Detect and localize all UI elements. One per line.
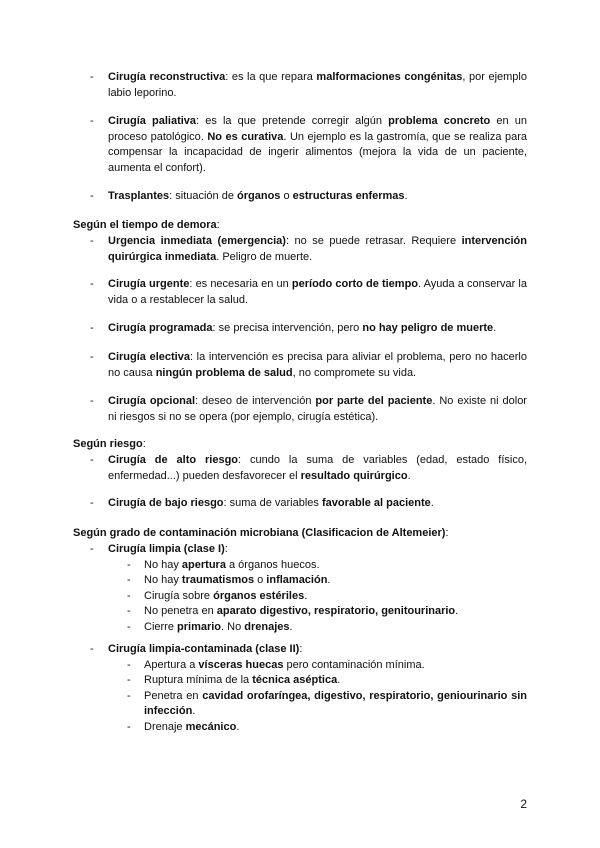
text: o	[254, 574, 267, 586]
term: vísceras huecas	[198, 658, 284, 671]
term: traumatismos	[181, 574, 255, 586]
bullet-dash: -	[90, 543, 94, 555]
text: : es la que pretende corregir algún	[196, 115, 389, 127]
term: cavidad orofaríngea, digestivo, respiratorio, geniourinario sin infección	[144, 689, 528, 717]
item-cirugia-urgente	[0, 277, 600, 308]
term: Cirugía limpia (clase I)	[108, 543, 225, 555]
term: mecánico	[185, 720, 237, 733]
term: intervención quirúrgica inmediata	[108, 235, 527, 263]
bullet-dash: -	[127, 658, 131, 671]
term: problema concreto	[388, 115, 491, 127]
term: Cirugía paliativa	[108, 115, 197, 127]
text: . No existe ni dolor ni riesgos si no se opera (por ejemplo, cirugía estética).	[108, 395, 527, 423]
text: .	[337, 674, 341, 686]
bullet-dash: -	[90, 322, 94, 334]
text: :	[299, 643, 303, 655]
text: .	[327, 574, 331, 586]
bullet-dash: -	[127, 605, 131, 617]
text: .	[192, 705, 196, 717]
bullet-dash: -	[90, 643, 94, 655]
bullet-dash: -	[90, 278, 94, 290]
text: .	[289, 620, 293, 633]
bullet-dash: -	[90, 71, 94, 83]
term: Cirugía limpia-contaminada (clase II)	[108, 643, 300, 655]
heading-colon: :	[142, 438, 146, 450]
item-alto-riesgo	[0, 453, 600, 484]
bullet-dash: -	[90, 454, 94, 466]
item-cirugia-opcional	[0, 394, 600, 425]
bullet-dash: -	[90, 351, 94, 363]
heading-text: Según riesgo	[73, 438, 143, 450]
heading-colon: :	[216, 219, 220, 231]
bullet-dash: -	[127, 558, 131, 571]
text: No hay	[144, 574, 182, 586]
term: No es curativa	[207, 130, 284, 143]
bullet-dash: -	[127, 574, 131, 586]
sub-item	[0, 604, 600, 620]
term: período corto de tiempo	[291, 278, 419, 290]
text: .	[407, 469, 411, 482]
section-heading-contaminacion	[0, 526, 600, 542]
term: primario	[177, 620, 222, 633]
sub-item	[0, 620, 600, 636]
section-heading-riesgo	[0, 437, 600, 453]
text: .	[404, 190, 408, 202]
bullet-dash: -	[127, 689, 131, 702]
text: Cirugía sobre	[144, 589, 214, 602]
item-cirugia-limpia-contaminada	[0, 642, 600, 735]
text: .	[236, 720, 240, 733]
sub-item	[0, 689, 600, 720]
bullet-dash: -	[127, 620, 131, 633]
term: Cirugía opcional	[108, 395, 196, 407]
text: , no compromete su vida.	[292, 366, 417, 379]
text: : no se puede retrasar. Requiere	[285, 235, 462, 247]
section-heading-demora	[0, 218, 600, 234]
text: a órganos huecos.	[225, 558, 320, 571]
item-bajo-riesgo	[0, 496, 600, 512]
term: Cirugía programada	[108, 322, 213, 334]
text: : suma de variables	[223, 497, 322, 509]
heading-colon: :	[445, 527, 449, 539]
term: malformaciones congénitas	[316, 71, 463, 83]
text: o	[280, 190, 293, 202]
term: técnica aséptica	[252, 674, 338, 686]
text: , por ejemplo labio leporino.	[108, 71, 527, 99]
term: estructuras enfermas	[292, 190, 405, 202]
sub-item	[0, 720, 600, 736]
item-cirugia-electiva	[0, 350, 600, 381]
text: Penetra en	[144, 689, 203, 702]
term: drenajes	[244, 620, 290, 633]
term: Cirugía electiva	[108, 351, 190, 363]
term: favorable al paciente	[321, 497, 431, 509]
term: Cirugía urgente	[108, 278, 190, 290]
text: .	[493, 322, 497, 334]
sub-item	[0, 573, 600, 589]
sub-item	[0, 673, 600, 689]
item-urgencia-inmediata	[0, 234, 600, 265]
bullet-dash: -	[90, 497, 94, 509]
text: No hay	[144, 558, 182, 571]
sub-item	[0, 589, 600, 605]
term: apertura	[181, 558, 226, 571]
text: : deseo de intervención	[195, 395, 316, 407]
term: Urgencia inmediata (emergencia)	[108, 235, 286, 247]
term: inflamación	[266, 574, 328, 586]
text: .	[430, 497, 434, 509]
term: Cirugía de alto riesgo	[108, 454, 239, 466]
term: no hay peligro de muerte	[362, 322, 494, 334]
text: . Peligro de muerte.	[216, 250, 313, 263]
term: por parte del paciente	[315, 395, 433, 407]
term: órganos	[237, 190, 281, 202]
term: Cirugía de bajo riesgo	[108, 497, 224, 509]
item-cirugia-limpia	[0, 542, 600, 635]
text: . Un ejemplo es la gastromía, que se realiza para compensar la incapacidad de ingerir alimentos (mejora la vida de un paciente, aumenta el confort).	[108, 130, 528, 174]
text: Ruptura mínima de la	[144, 674, 253, 686]
text: : cundo la suma de variables (edad, estado físico, enfermedad...) pueden desfavorecer el	[108, 454, 528, 482]
bullet-dash: -	[127, 589, 131, 602]
bullet-dash: -	[127, 674, 131, 686]
text: : es la que repara	[225, 71, 317, 83]
heading-text: Según el tiempo de demora	[73, 219, 217, 231]
text: pero contaminación mínima.	[283, 658, 425, 671]
bullet-dash: -	[90, 190, 94, 202]
text: : situación de	[169, 190, 238, 202]
text: .	[455, 605, 459, 617]
text: . No	[221, 620, 245, 633]
item-cirugia-reconstructiva	[0, 70, 600, 101]
text: en un proceso patológico.	[108, 115, 527, 143]
item-trasplantes	[0, 189, 600, 205]
term: ningún problema de salud	[155, 366, 293, 379]
term: resultado quirúrgico	[300, 469, 408, 482]
bullet-dash: -	[90, 235, 94, 247]
text: Cierre	[144, 620, 178, 633]
term: Cirugía reconstructiva	[108, 71, 226, 83]
term: Trasplantes	[108, 190, 170, 202]
text: : se precisa intervención, pero	[212, 322, 363, 334]
bullet-dash: -	[90, 115, 94, 127]
text: Apertura a	[144, 658, 199, 671]
heading-text: Según grado de contaminación microbiana (Clasificacion de Altemeier)	[73, 527, 446, 539]
sub-item	[0, 558, 600, 574]
text: :	[224, 543, 228, 555]
text: No penetra en	[144, 605, 217, 617]
sub-item	[0, 658, 600, 674]
bullet-dash: -	[90, 395, 94, 407]
term: órganos estériles	[213, 589, 305, 602]
text: Drenaje	[144, 720, 186, 733]
bullet-dash: -	[127, 720, 131, 733]
text: .	[304, 589, 308, 602]
item-cirugia-paliativa	[0, 114, 600, 176]
term: aparato digestivo, respiratorio, genitourinario	[216, 605, 456, 617]
text: : es necesaria en un	[189, 278, 292, 290]
text: . Ayuda a conservar la vida o a restablecer la salud.	[108, 278, 527, 306]
text: : la intervención es precisa para aliviar el problema, pero no hacerlo no causa	[108, 351, 527, 379]
page-number: 2	[520, 797, 527, 811]
item-cirugia-programada	[0, 321, 600, 337]
